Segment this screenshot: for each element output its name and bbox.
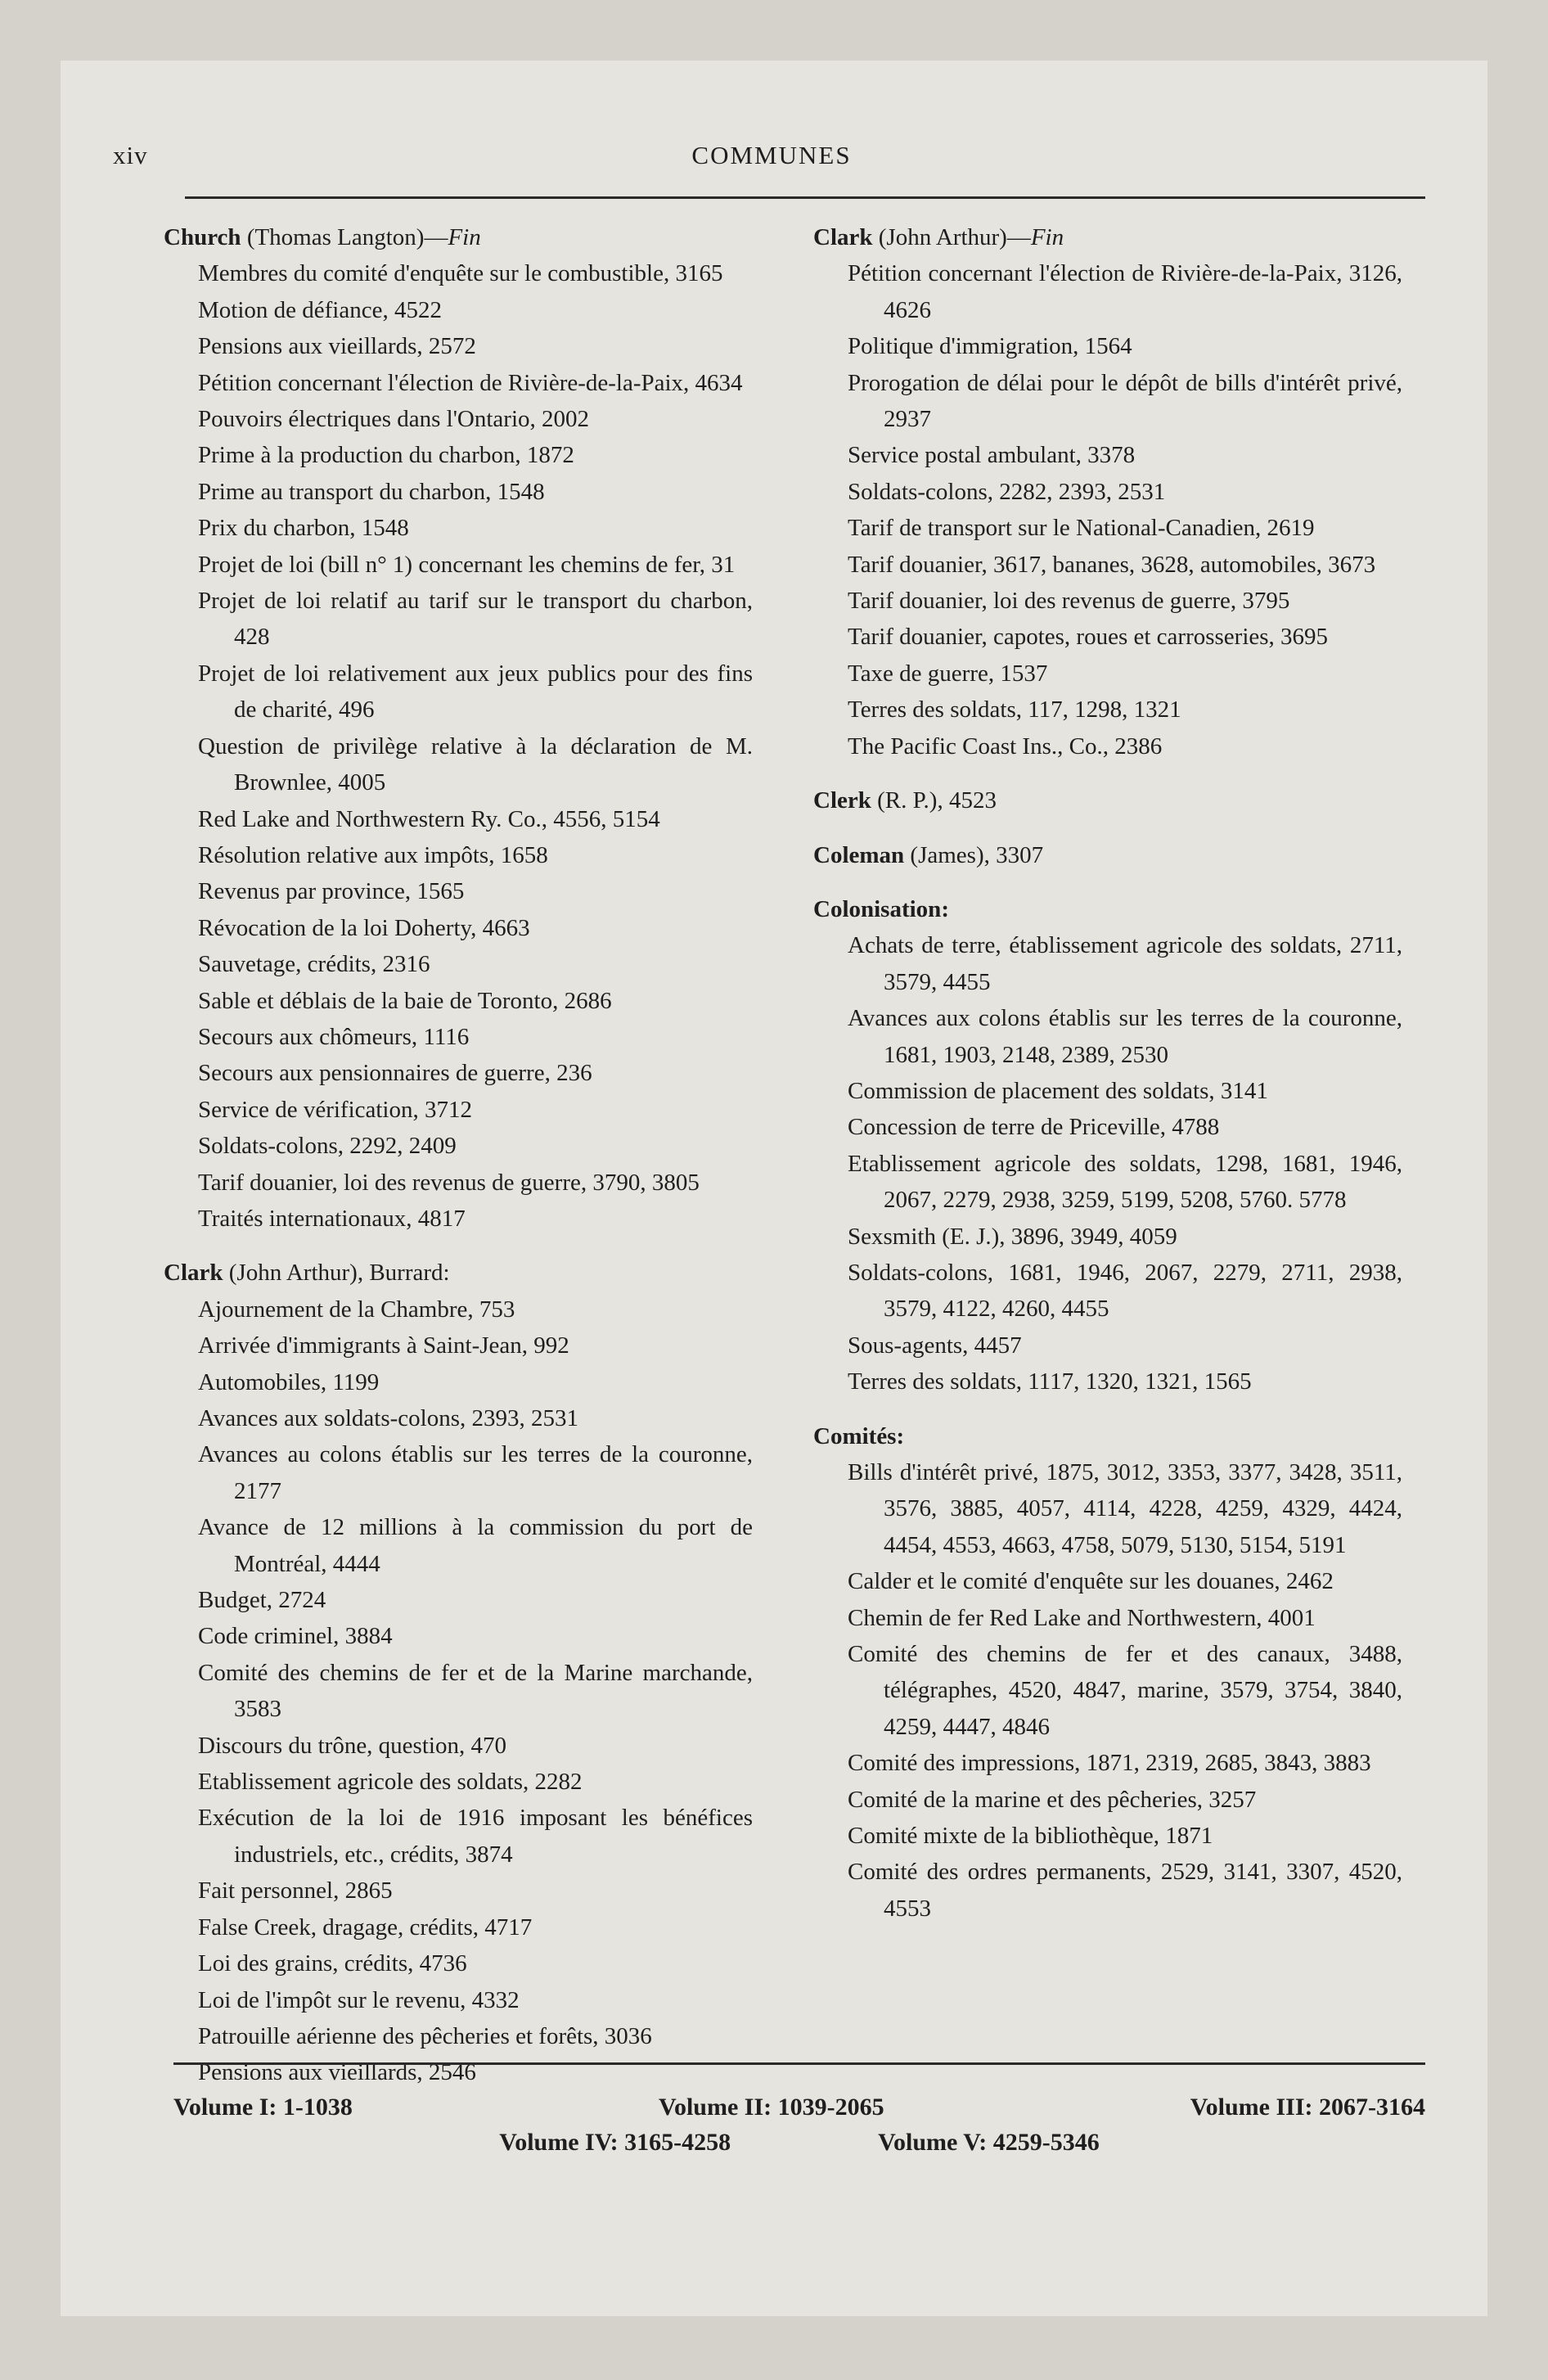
index-subentry: Projet de loi relatif au tarif sur le transport du charbon, 428 [198, 588, 753, 651]
index-subentry: Tarif douanier, loi des revenus de guerre, 3790, 3805 [198, 1169, 700, 1196]
index-subentry: Loi des grains, crédits, 4736 [198, 1950, 467, 1977]
index-subentry: Soldats-colons, 2282, 2393, 2531 [848, 478, 1166, 505]
footer-rule [173, 2062, 1425, 2065]
index-subentry: Soldats-colons, 2292, 2409 [198, 1133, 457, 1160]
index-subentry: Fait personnel, 2865 [198, 1877, 393, 1904]
volume-range: Volume IV: 3165-4258 [499, 2129, 731, 2156]
heading-name: Comités: [813, 1422, 905, 1449]
heading-name: Church [164, 224, 241, 250]
entry-spacer [164, 1237, 753, 1255]
index-subentry: The Pacific Coast Ins., Co., 2386 [848, 732, 1163, 760]
index-subentry: Comité de la marine et des pêcheries, 3257 [848, 1786, 1257, 1813]
index-subentry: Patrouille aérienne des pêcheries et forêts, 3036 [198, 2022, 652, 2049]
index-subentry: Avances au colons établis sur les terres de la couronne, 2177 [198, 1441, 753, 1504]
index-subentry: Ajournement de la Chambre, 753 [198, 1296, 515, 1323]
index-subentry: Pensions aux vieillards, 2572 [198, 333, 476, 360]
heading-qualifier: (Thomas Langton)— [241, 224, 448, 250]
index-subentry: Discours du trône, question, 470 [198, 1732, 506, 1759]
index-subentry: Avances aux soldats-colons, 2393, 2531 [198, 1405, 578, 1431]
index-subentry: Motion de défiance, 4522 [198, 296, 442, 323]
index-subentry: Service postal ambulant, 3378 [848, 442, 1136, 469]
index-subentry: Loi de l'impôt sur le revenu, 4332 [198, 1986, 520, 2013]
index-subentry: Comité des ordres permanents, 2529, 3141, 3307, 4520, 4553 [848, 1859, 1402, 1922]
volume-range: Volume V: 4259-5346 [878, 2129, 1100, 2156]
heading-continuation: Fin [1030, 224, 1064, 250]
index-subentry: Arrivée d'immigrants à Saint-Jean, 992 [198, 1332, 569, 1359]
index-subentry: Pétition concernant l'élection de Rivière-de-la-Paix, 3126, 4626 [848, 260, 1402, 323]
volume-range: Volume I: 1-1038 [173, 2094, 353, 2121]
index-column-left [164, 219, 753, 2091]
volume-legend-line-2 [173, 2129, 1425, 2157]
heading-name: Colonisation: [813, 895, 949, 922]
index-subentry: Prime au transport du charbon, 1548 [198, 478, 545, 505]
index-subentry: Pétition concernant l'élection de Rivière-de-la-Paix, 4634 [198, 369, 743, 396]
index-subentry: Red Lake and Northwestern Ry. Co., 4556, 5154 [198, 805, 660, 832]
page-title: COMMUNES [691, 141, 852, 169]
index-subentry: Tarif de transport sur le National-Canadien, 2619 [848, 515, 1315, 542]
index-subentry: Résolution relative aux impôts, 1658 [198, 841, 548, 868]
index-subentry: Comité des chemins de fer et des canaux, 3488, télégraphes, 4520, 4847, marine, 3579, 3754, 3840, 4259, 4447, 4846 [848, 1641, 1402, 1740]
running-header [113, 141, 1430, 174]
index-subentry: Prix du charbon, 1548 [198, 515, 409, 542]
entry-spacer [813, 819, 1402, 837]
index-subentry: Achats de terre, établissement agricole des soldats, 2711, 3579, 4455 [848, 932, 1402, 995]
heading-name: Coleman [813, 841, 905, 868]
header-rule [185, 196, 1425, 199]
index-subentry: Tarif douanier, 3617, bananes, 3628, automobiles, 3673 [848, 551, 1376, 578]
index-subentry: Projet de loi relativement aux jeux publics pour des fins de charité, 496 [198, 660, 753, 723]
entry-spacer [813, 873, 1402, 891]
index-subentry: Révocation de la loi Doherty, 4663 [198, 914, 530, 941]
index-subentry: Taxe de guerre, 1537 [848, 660, 1048, 687]
index-subentry: Comité mixte de la bibliothèque, 1871 [848, 1823, 1213, 1850]
index-subentry: Service de vérification, 3712 [198, 1096, 472, 1123]
index-subentry: Chemin de fer Red Lake and Northwestern, 4001 [848, 1604, 1316, 1631]
volume-range: Volume III: 2067-3164 [1190, 2094, 1425, 2121]
index-subentry: Sable et déblais de la baie de Toronto, 2686 [198, 987, 612, 1014]
heading-qualifier: (John Arthur), Burrard: [223, 1260, 450, 1287]
index-subentry: Tarif douanier, capotes, roues et carrosseries, 3695 [848, 624, 1329, 651]
index-subentry: False Creek, dragage, crédits, 4717 [198, 1913, 533, 1941]
index-subentry: Prorogation de délai pour le dépôt de bills d'intérêt privé, 2937 [848, 369, 1402, 433]
index-heading [164, 1255, 753, 1291]
heading-name: Clark [813, 224, 873, 250]
heading-qualifier: (James), 3307 [904, 841, 1044, 868]
index-subentry: Soldats-colons, 1681, 1946, 2067, 2279, 2711, 2938, 3579, 4122, 4260, 4455 [848, 1259, 1402, 1323]
index-subentry: Calder et le comité d'enquête sur les douanes, 2462 [848, 1568, 1334, 1595]
index-subentry: Sous-agents, 4457 [848, 1332, 1022, 1359]
index-subentry: Sauvetage, crédits, 2316 [198, 951, 430, 978]
index-subentry: Concession de terre de Priceville, 4788 [848, 1114, 1220, 1141]
index-subentry: Pouvoirs électriques dans l'Ontario, 2002 [198, 406, 590, 433]
index-subentry: Comité des chemins de fer et de la Marine marchande, 3583 [198, 1659, 753, 1723]
index-subentry: Avances aux colons établis sur les terres de la couronne, 1681, 1903, 2148, 2389, 2530 [848, 1005, 1402, 1068]
index-subentry: Question de privilège relative à la déclaration de M. Brownlee, 4005 [198, 732, 753, 796]
index-subentry: Politique d'immigration, 1564 [848, 333, 1132, 360]
index-subentry: Tarif douanier, loi des revenus de guerre, 3795 [848, 588, 1290, 615]
index-subentry: Pensions aux vieillards, 2546 [198, 2059, 476, 2086]
entry-spacer [813, 764, 1402, 782]
index-heading [813, 1418, 1402, 1454]
index-heading [813, 837, 1402, 873]
volume-legend-line-1 [173, 2094, 1425, 2121]
index-heading [813, 891, 1402, 927]
index-subentry: Avance de 12 millions à la commission du port de Montréal, 4444 [198, 1514, 753, 1577]
index-column-right [813, 219, 1402, 1927]
index-subentry: Automobiles, 1199 [198, 1368, 380, 1395]
index-subentry: Secours aux pensionnaires de guerre, 236 [198, 1060, 592, 1087]
heading-qualifier: (R. P.), 4523 [871, 787, 997, 814]
index-subentry: Etablissement agricole des soldats, 2282 [198, 1769, 583, 1796]
index-subentry: Secours aux chômeurs, 1116 [198, 1023, 470, 1050]
heading-continuation: Fin [448, 224, 481, 250]
index-subentry: Budget, 2724 [198, 1587, 326, 1614]
index-subentry: Projet de loi (bill n° 1) concernant les chemins de fer, 31 [198, 551, 736, 578]
index-subentry: Traités internationaux, 4817 [198, 1205, 466, 1232]
index-subentry: Terres des soldats, 117, 1298, 1321 [848, 696, 1181, 723]
page-number: xiv [113, 141, 148, 169]
entry-spacer [813, 1400, 1402, 1418]
index-heading [164, 219, 753, 255]
heading-name: Clerk [813, 787, 871, 814]
index-heading [813, 219, 1402, 255]
heading-name: Clark [164, 1260, 223, 1287]
index-subentry: Revenus par province, 1565 [198, 878, 465, 905]
index-subentry: Commission de placement des soldats, 3141 [848, 1077, 1268, 1104]
index-heading [813, 782, 1402, 818]
index-subentry: Exécution de la loi de 1916 imposant les bénéfices industriels, etc., crédits, 3874 [198, 1805, 753, 1868]
index-subentry: Code criminel, 3884 [198, 1623, 393, 1650]
index-subentry: Sexsmith (E. J.), 3896, 3949, 4059 [848, 1223, 1177, 1250]
volume-range: Volume II: 1039-2065 [659, 2094, 884, 2121]
index-subentry: Terres des soldats, 1117, 1320, 1321, 1565 [848, 1368, 1252, 1395]
index-subentry: Bills d'intérêt privé, 1875, 3012, 3353, 3377, 3428, 3511, 3576, 3885, 4057, 4114, 4228, 4259, 4329, 4424, 4454, 4553, 4663, 4758, 5079, 5130, 5154, 5191 [848, 1459, 1402, 1558]
index-subentry: Etablissement agricole des soldats, 1298, 1681, 1946, 2067, 2279, 2938, 3259, 5199, 5208, 5760. 5778 [848, 1150, 1402, 1214]
index-subentry: Prime à la production du charbon, 1872 [198, 442, 574, 469]
heading-qualifier: (John Arthur)— [872, 224, 1031, 250]
index-subentry: Membres du comité d'enquête sur le combustible, 3165 [198, 260, 723, 287]
index-subentry: Comité des impressions, 1871, 2319, 2685, 3843, 3883 [848, 1750, 1371, 1777]
